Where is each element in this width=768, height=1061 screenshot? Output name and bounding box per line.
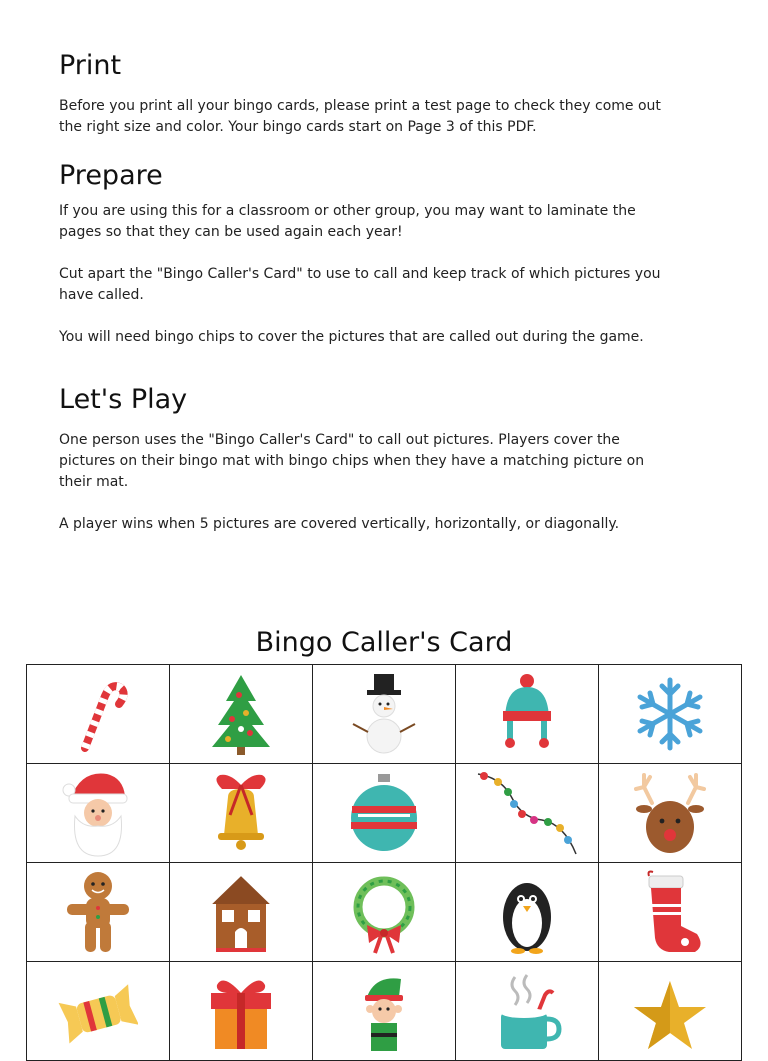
grid-cell: [313, 764, 456, 863]
grid-cell: [27, 764, 170, 863]
grid-cell: [313, 665, 456, 764]
star-icon: [630, 971, 710, 1051]
caller-card-title: Bingo Caller's Card: [255, 627, 513, 658]
gingerbread-man-icon: [63, 868, 133, 956]
candy-icon: [58, 971, 138, 1051]
grid-cell: [456, 863, 599, 962]
snowflake-icon: [630, 674, 710, 754]
grid-cell: [170, 764, 313, 863]
play-paragraph-2: A player wins when 5 pictures are covered vertically, horizontally, or diagonally.: [59, 516, 620, 532]
grid-cell: [599, 764, 742, 863]
grid-cell: [313, 863, 456, 962]
grid-cell: [599, 962, 742, 1061]
prepare-paragraph-2: Cut apart the "Bingo Caller's Card" to use to call and keep track of which pictures you have called.: [59, 266, 661, 303]
stocking-icon: [635, 868, 705, 956]
snowman-icon: [349, 670, 419, 758]
grid-cell: [170, 665, 313, 764]
grid-cell: [456, 962, 599, 1061]
play-heading: Let's Play: [59, 384, 188, 415]
candy-cane-icon: [63, 674, 133, 754]
grid-row: [27, 665, 742, 764]
print-heading: Print: [59, 50, 122, 81]
grid-row: [27, 863, 742, 962]
wreath-icon: [349, 869, 419, 955]
grid-cell: [27, 962, 170, 1061]
prepare-paragraph-3: You will need bingo chips to cover the pictures that are called out during the game.: [59, 329, 644, 345]
bell-icon: [206, 769, 276, 857]
grid-cell: [27, 863, 170, 962]
santa-icon: [61, 768, 135, 858]
reindeer-icon: [630, 769, 710, 857]
gift-icon: [201, 971, 281, 1051]
elf-icon: [349, 971, 419, 1051]
gingerbread-house-icon: [206, 868, 276, 956]
winter-hat-icon: [497, 671, 557, 757]
grid-cell: [456, 665, 599, 764]
prepare-heading: Prepare: [59, 160, 163, 191]
penguin-icon: [494, 869, 560, 955]
ornament-icon: [348, 770, 420, 856]
christmas-tree-icon: [206, 671, 276, 757]
grid-cell: [27, 665, 170, 764]
grid-cell: [599, 863, 742, 962]
grid-cell: [170, 962, 313, 1061]
grid-cell: [456, 764, 599, 863]
play-paragraph-1: One person uses the "Bingo Caller's Card" to call out pictures. Players cover the pictures on their bingo mat with bingo chips when they have a matching picture on their mat.: [59, 432, 645, 490]
grid-cell: [170, 863, 313, 962]
grid-cell: [313, 962, 456, 1061]
prepare-paragraph-1: If you are using this for a classroom or other group, you may want to laminate the pages so that they can be used again each year!: [59, 203, 636, 240]
hot-cocoa-icon: [487, 971, 567, 1051]
caller-card-grid: [26, 664, 742, 1061]
grid-row: [27, 962, 742, 1061]
grid-row: [27, 764, 742, 863]
print-paragraph: Before you print all your bingo cards, please print a test page to check they come out the right size and color. Your bingo cards start on Page 3 of this PDF.: [59, 98, 661, 135]
christmas-lights-icon: [472, 768, 582, 858]
grid-cell: [599, 665, 742, 764]
